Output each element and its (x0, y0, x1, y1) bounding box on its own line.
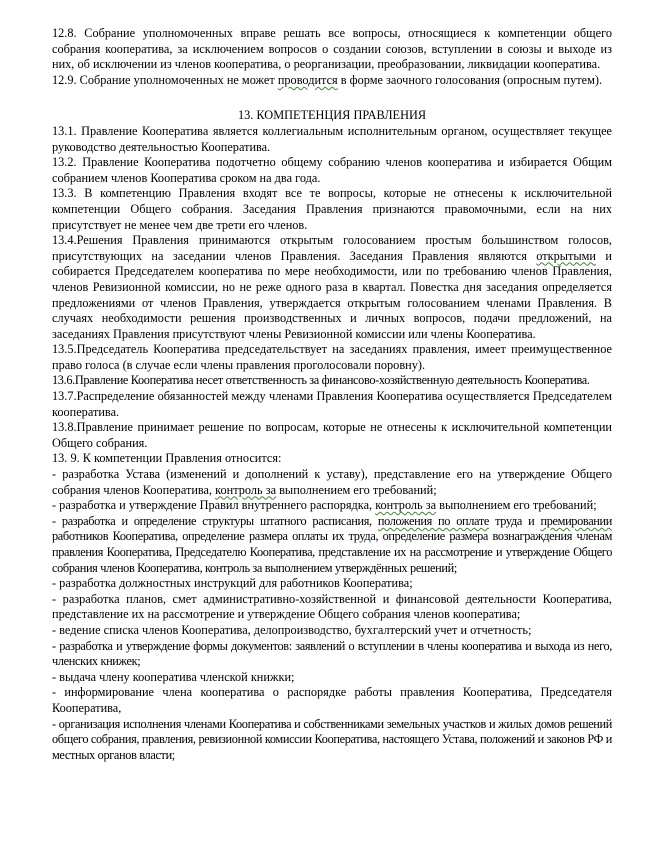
spellcheck-word: проводится (277, 72, 338, 87)
list-item-text: - разработка Устава (изменений и дополнений к уставу), представление его на утверждение Общего собрания членов Кооператива, (52, 467, 612, 497)
list-item-text: выполнением его требований; (436, 498, 597, 513)
clause-13-4 (52, 233, 612, 342)
list-item: - выдача члену кооператива членской книжки; (52, 669, 295, 684)
list-item: - разработка планов, смет административно-хозяйственной и финансовой деятельности Кооператива, представление их на рассмотрение и утверждение Общего собрания членов кооператива; (52, 591, 612, 622)
list-item: - разработка должностных инструкций для работников Кооператива; (52, 576, 413, 591)
list-item (52, 498, 612, 514)
section-heading-13: 13. КОМПЕТЕНЦИЯ ПРАВЛЕНИЯ (237, 108, 427, 123)
clause-13-7: 13.7.Распределение обязанностей между членами Правления Кооператива осуществляется Председателем кооператива. (52, 389, 612, 419)
list-item: - информирование члена кооператива о распорядке работы правления Кооператива, Председателя Кооператива, (52, 685, 612, 715)
spellcheck-word: положения по оплате (377, 513, 489, 528)
clause-text: 13.4.Решения Правления принимаются открытым голосованием простым большинством голосов, присутствующих на заседании членов Правления. Заседания Правления являются (52, 233, 612, 263)
spellcheck-word: открытыми (536, 248, 597, 263)
list-item: - разработка и утверждение формы документов: заявлений о вступлении в члены кооператива и выхода из него, членских книжек; (52, 638, 612, 669)
clause-13-8: 13.8.Правление принимает решение по вопросам, которые не отнесены к исключительной компетенции Общего собрания. (52, 420, 612, 450)
clause-text: в форме заочного голосования (опросным путем). (337, 72, 603, 87)
list-item-text: - разработка и утверждение Правил внутреннего распорядка, (52, 498, 376, 513)
clause-text: 12.9. Собрание уполномоченных не может (52, 72, 278, 87)
list-item: - организация исполнения членами Кооператива и собственниками земельных участков и жилых домов решений общего собрания, правления, ревизионной комиссии Кооператива, настоящего Устава, положений и законов РФ и местных органов власти; (52, 716, 612, 762)
clause-12-8: 12.8. Собрание уполномоченных вправе решать все вопросы, относящиеся к компетенции общего собрания кооператива, за исключением вопросов о создании союзов, вступлении в союзы и выходе из них, об исключении из членов кооператива, о реорганизации, преобразовании, ликвидации кооператива. (52, 26, 612, 72)
list-item-text: работников Кооператива, определение размера оплаты их труда, определение размера вознаграждения членам правления Кооператива, Председателю Кооператива, представление их на рассмотрение и утверждение Общего собрания членов Кооператива, контроль за выполнением утверждённых решений; (52, 529, 612, 575)
clause-13-5: 13.5.Председатель Кооператива председательствует на заседаниях правления, имеет преимущественное право голоса (в случае если члены правления проголосовали поровну). (52, 342, 612, 372)
clause-13-3: 13.3. В компетенцию Правления входят все те вопросы, которые не отнесены к исключительной компетенции Общего собрания. Заседания Правления признаются правомочными, если на них присутствует не менее чем две трети его членов. (52, 186, 612, 232)
spellcheck-word: контроль за (375, 498, 437, 513)
clause-13-1: 13.1. Правление Кооператива является коллегиальным исполнительным органом, осуществляет текущее руководство деятельностью Кооператива. (52, 123, 612, 154)
clause-text: и собирается Председателем кооператива по мере необходимости, или по требованию членов Правления, членов Ревизионной комиссии, но не реже одного раза в квартал. Повестка дня заседания определяется предложениями от членов Правления, утверждается открытым голосованием членами Правления. В случаях необходимости решения производственных и личных вопросов, подачи предложений, на заседаниях Правления присутствуют члены Ревизионной комиссии или члены Кооператива. (52, 248, 613, 341)
clause-13-6: 13.6.Правление Кооператива несет ответственность за финансово-хозяйственную деятельность Кооператива. (52, 373, 590, 388)
clause-12-9 (52, 73, 612, 89)
list-item: - ведение списка членов Кооператива, делопроизводство, бухгалтерский учет и отчетность; (52, 622, 532, 637)
list-item-text: - разработка и определение структуры штатного расписания, (52, 513, 378, 528)
list-item-text: труда и (488, 513, 541, 528)
clause-13-9: 13. 9. К компетенции Правления относится: (52, 451, 282, 466)
list-item (52, 514, 612, 576)
list-item (52, 467, 612, 498)
list-item-text: выполнением его требований; (276, 482, 437, 497)
document-page (52, 26, 612, 763)
spellcheck-word: контроль за (215, 482, 277, 497)
spellcheck-word: премировании (540, 513, 612, 528)
clause-13-2: 13.2. Правление Кооператива подотчетно общему собранию членов кооператива и избирается Общим собранием членов Кооператива сроком на два года. (52, 155, 612, 185)
